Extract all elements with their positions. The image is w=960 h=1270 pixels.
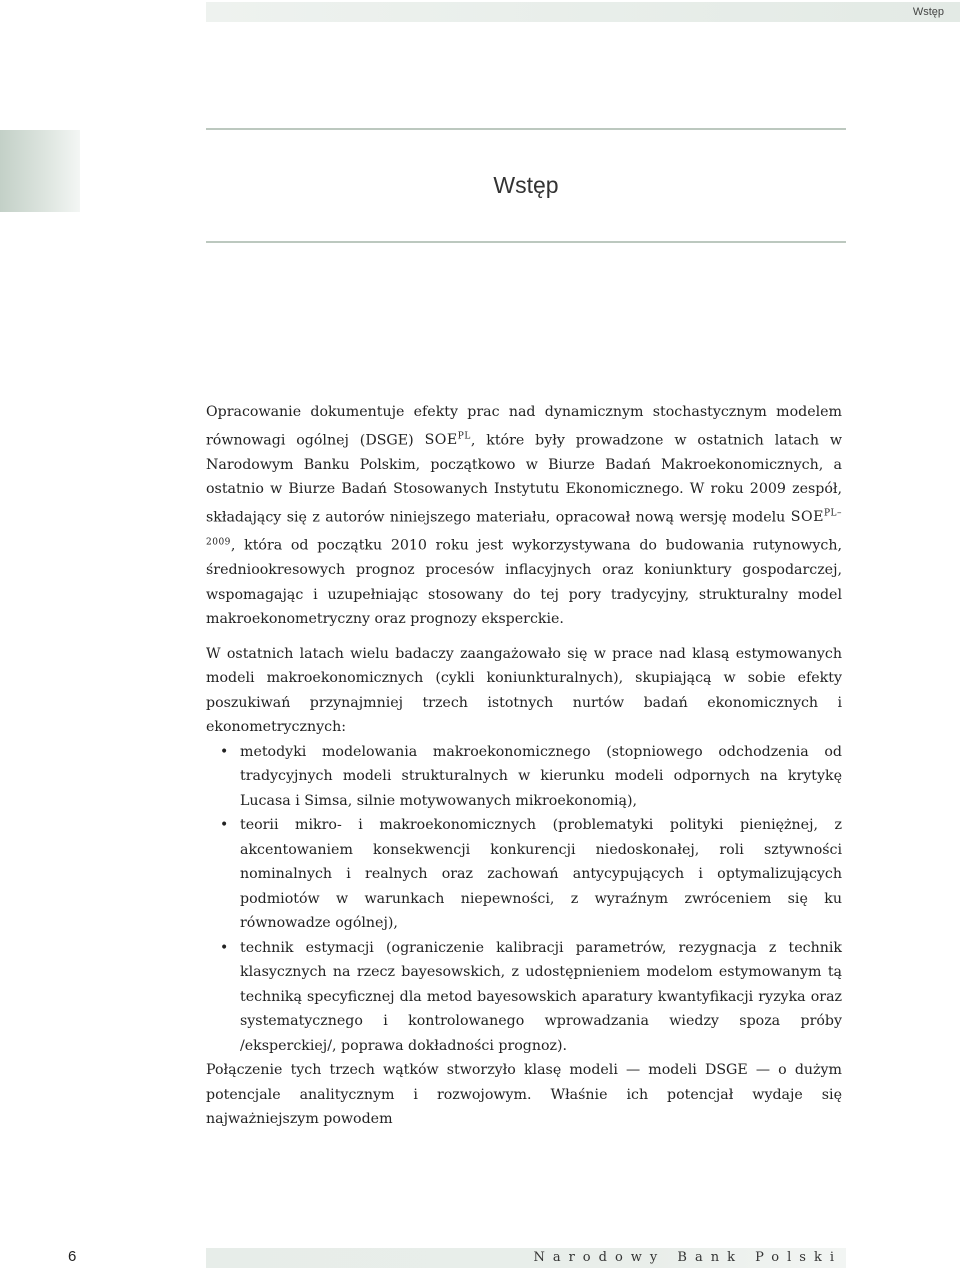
list-item-text: metodyki modelowania makroekonomicznego (stopniowego odchodzenia od tradycyjnych modeli strukturalnych w kierunku modeli odpornych na krytykę Lucasa i Simsa, silnie motywowanych mikroekonomią),	[240, 743, 842, 809]
bullet-icon: •	[220, 743, 229, 760]
list-item-text: technik estymacji (ograniczenie kalibracji parametrów, rezygnacja z technik klasycznych na rzecz bayesowskich, z udostępnieniem modelom estymowanym tą techniką specyficznej dla metod bayesowskich aparatury kwantyfikacji ryzyka oraz systematycznego i kontrolowanego wprowadzania wiedzy spoza próby /eksperckiej/, poprawa dokładności prognoz).	[240, 939, 842, 1054]
list-item	[206, 936, 842, 1059]
paragraph-1-part-1: Opracowanie dokumentuje efekty prac nad dynamicznym stochastycznym modelem równowagi ogólnej (DSGE)	[206, 404, 842, 449]
title-rule-bottom	[206, 241, 846, 243]
side-tab-decoration	[0, 130, 80, 212]
model-superscript-2009: PL–2009	[206, 508, 842, 547]
title-rule-top	[206, 128, 846, 130]
model-superscript: PL	[457, 431, 471, 442]
chapter-title: Wstęp	[493, 172, 559, 198]
list-item	[206, 813, 842, 936]
body-text	[206, 400, 842, 1132]
paragraph-1-part-2: , które były prowadzone w ostatnich latach w Narodowym Banku Polskim, początkowo w Biurze Badań Makroekonomicznych, a ostatnio w Biurze Badań Stosowanych Instytutu Ekonomicznego. W roku 2009 zespół, składający się z autorów niniejszego materiału, opracował nową wersję modelu	[206, 432, 843, 526]
model-name-soe: $SOE^{PL}$	[424, 431, 471, 449]
paragraph-3: Połączenie tych trzech wątków stworzyło klasę modeli — modeli DSGE — o dużym potencjale analitycznym i rozwojowym. Właśnie ich potencjał wydaje się najważniejszym powodem	[206, 1062, 842, 1128]
list-item	[206, 740, 842, 814]
running-header-title: Wstęp	[912, 6, 944, 18]
page-number: 6	[68, 1248, 77, 1265]
paragraph-2: W ostatnich latach wielu badaczy zaangażowało się w prace nad klasą estymowanych modeli makroekonomicznych (cykli koniunkturalnych), skupiającą w sobie efekty poszukiwań przynajmniej trzech istotnych nurtów badań ekonomicznych i ekonometrycznych:	[206, 645, 842, 736]
paragraph-1	[206, 400, 842, 632]
model-name-soe-2009: $SOE^{PL-2009}$	[206, 508, 842, 547]
running-footer	[206, 1248, 846, 1268]
publisher-name: Narodowy Bank Polski	[533, 1250, 842, 1265]
running-header	[206, 2, 960, 22]
bullet-list	[206, 740, 842, 1059]
paragraph-1-part-3: , która od początku 2010 roku jest wykorzystywana do budowania rutynowych, średniookresowych prognoz procesów inflacyjnych oraz koniunktury gospodarczej, wspomagając i uzupełniając stosowany do tej pory tradycyjny, strukturalny model makroekonometryczny oraz prognozy eksperckie.	[206, 537, 842, 628]
bullet-icon: •	[220, 817, 229, 834]
list-item-text: teorii mikro- i makroekonomicznych (problematyki polityki pieniężnej, z akcentowaniem konsekwencji konkurencji niedoskonałej, roli sztywności nominalnych i realnych oraz zachowań antycypujących i optymalizujących podmiotów w warunkach niepewności, z wyraźnym zwróceniem się ku równowadze ogólnej),	[240, 817, 842, 932]
bullet-icon: •	[220, 939, 229, 956]
